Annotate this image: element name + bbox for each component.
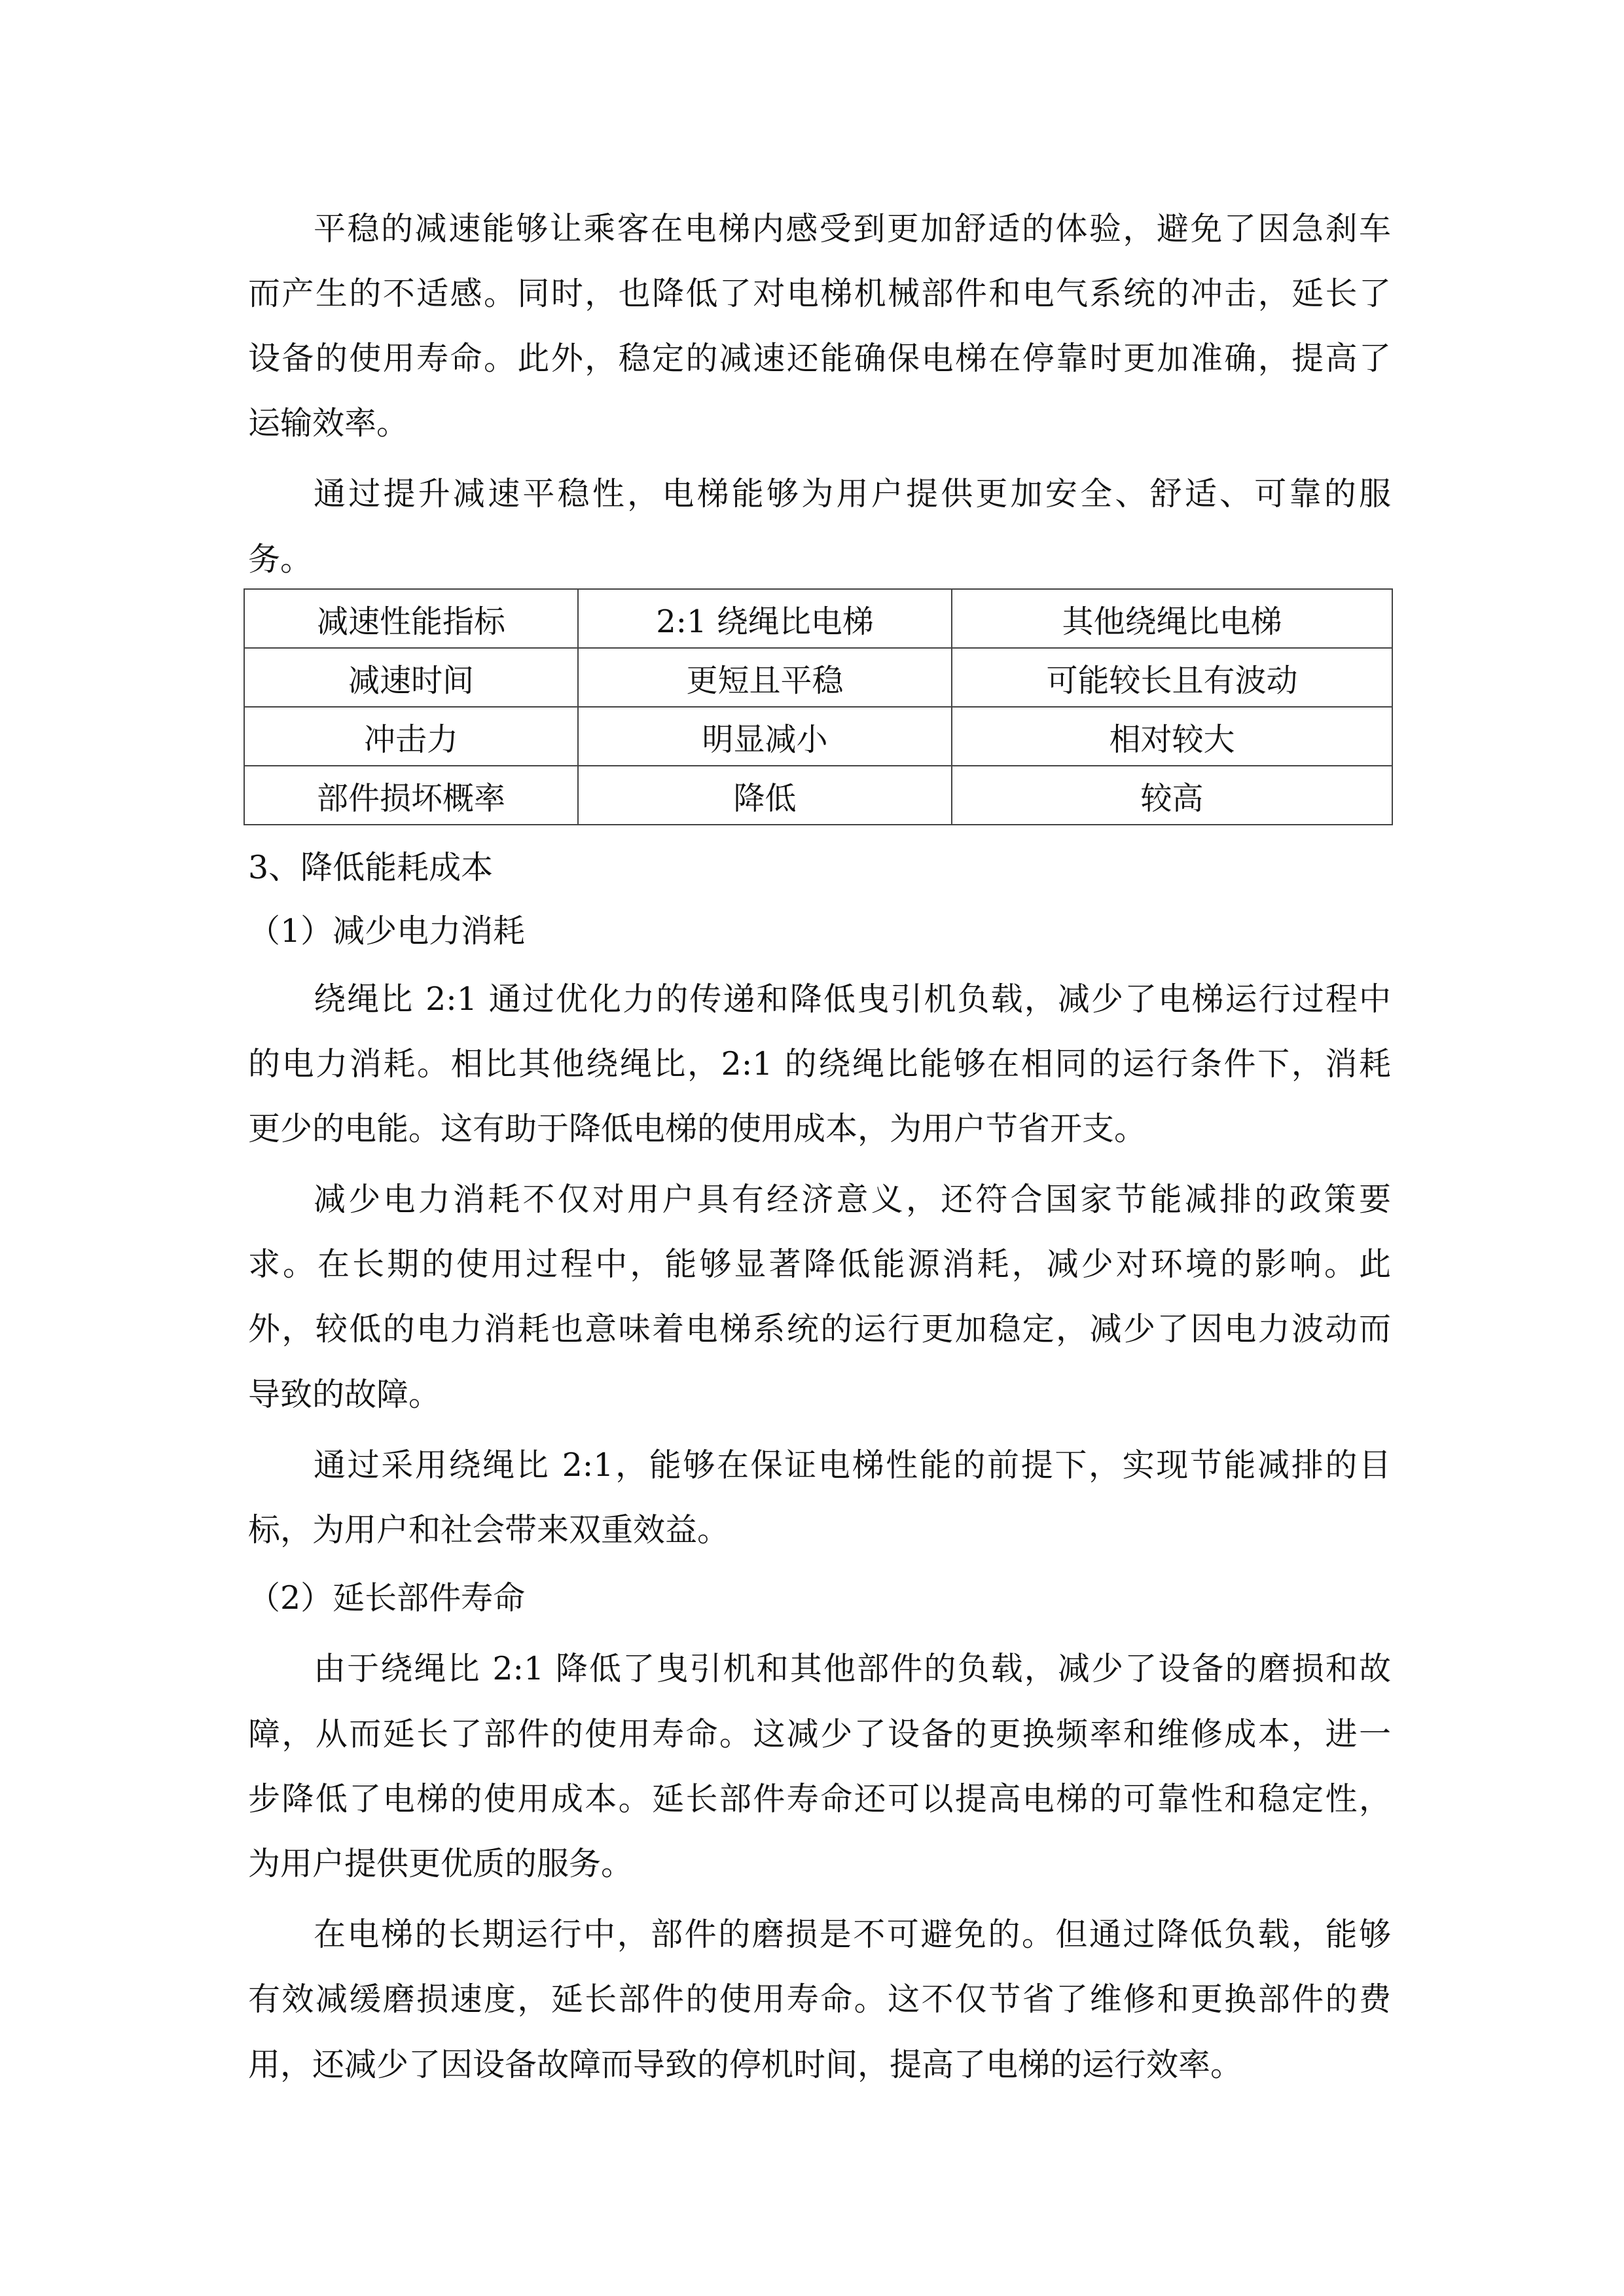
paragraph-line: 运输效率。	[248, 404, 409, 442]
table-cell: 降低	[578, 766, 952, 825]
section-heading: 3、降低能耗成本	[248, 849, 494, 886]
paragraph-line: 通过采用绕绳比 2:1，能够在保证电梯性能的前提下，实现节能减排的目	[314, 1446, 1391, 1484]
paragraph-line: 障，从而延长了部件的使用寿命。这减少了设备的更换频率和维修成本，进一	[248, 1715, 1391, 1753]
paragraph-line: 减少电力消耗不仅对用户具有经济意义，还符合国家节能减排的政策要	[314, 1181, 1391, 1218]
subsection-heading: （1）减少电力消耗	[248, 912, 526, 950]
paragraph-line: 绕绳比 2:1 通过优化力的传递和降低曳引机负载，减少了电梯运行过程中	[314, 980, 1391, 1018]
table-header-cell: 其他绕绳比电梯	[952, 589, 1392, 648]
table-cell: 更短且平稳	[578, 648, 952, 707]
table-header-cell: 2:1 绕绳比电梯	[578, 589, 952, 648]
paragraph-line: 平稳的减速能够让乘客在电梯内感受到更加舒适的体验，避免了因急刹车	[314, 210, 1391, 247]
table-cell: 较高	[952, 766, 1392, 825]
paragraph-line: 外，较低的电力消耗也意味着电梯系统的运行更加稳定，减少了因电力波动而	[248, 1310, 1391, 1348]
table-header-row	[244, 589, 1392, 648]
paragraph-line: 求。在长期的使用过程中，能够显著降低能源消耗，减少对环境的影响。此	[248, 1246, 1391, 1283]
paragraph-line: 用，还减少了因设备故障而导致的停机时间，提高了电梯的运行效率。	[248, 2046, 1243, 2083]
table-cell: 相对较大	[952, 707, 1392, 766]
paragraph-line: 而产生的不适感。同时，也降低了对电梯机械部件和电气系统的冲击，延长了	[248, 275, 1391, 312]
paragraph-line: 的电力消耗。相比其他绕绳比，2:1 的绕绳比能够在相同的运行条件下，消耗	[248, 1045, 1391, 1083]
paragraph-line: 更少的电能。这有助于降低电梯的使用成本，为用户节省开支。	[248, 1110, 1147, 1147]
deceleration-comparison-table	[244, 588, 1393, 825]
paragraph-line: 导致的故障。	[248, 1376, 441, 1413]
table-row	[244, 648, 1392, 707]
paragraph-line: 有效减缓磨损速度，延长部件的使用寿命。这不仅节省了维修和更换部件的费	[248, 1981, 1391, 2018]
table-cell: 可能较长且有波动	[952, 648, 1392, 707]
table-header-cell: 减速性能指标	[244, 589, 578, 648]
table-cell: 减速时间	[244, 648, 578, 707]
table-cell: 冲击力	[244, 707, 578, 766]
paragraph-line: 标，为用户和社会带来双重效益。	[248, 1511, 730, 1549]
paragraph-line: 为用户提供更优质的服务。	[248, 1845, 634, 1882]
table-row	[244, 707, 1392, 766]
paragraph-line: 步降低了电梯的使用成本。延长部件寿命还可以提高电梯的可靠性和稳定性，	[248, 1780, 1391, 1818]
table-row	[244, 766, 1392, 825]
paragraph-line: 在电梯的长期运行中，部件的磨损是不可避免的。但通过降低负载，能够	[314, 1916, 1391, 1953]
paragraph-line: 务。	[248, 541, 313, 578]
table-cell: 明显减小	[578, 707, 952, 766]
paragraph-line: 由于绕绳比 2:1 降低了曳引机和其他部件的负载，减少了设备的磨损和故	[314, 1650, 1391, 1687]
subsection-heading: （2）延长部件寿命	[248, 1579, 526, 1617]
paragraph-line: 设备的使用寿命。此外，稳定的减速还能确保电梯在停靠时更加准确，提高了	[248, 340, 1391, 377]
paragraph-line: 通过提升减速平稳性，电梯能够为用户提供更加安全、舒适、可靠的服	[314, 475, 1391, 512]
table-cell: 部件损坏概率	[244, 766, 578, 825]
